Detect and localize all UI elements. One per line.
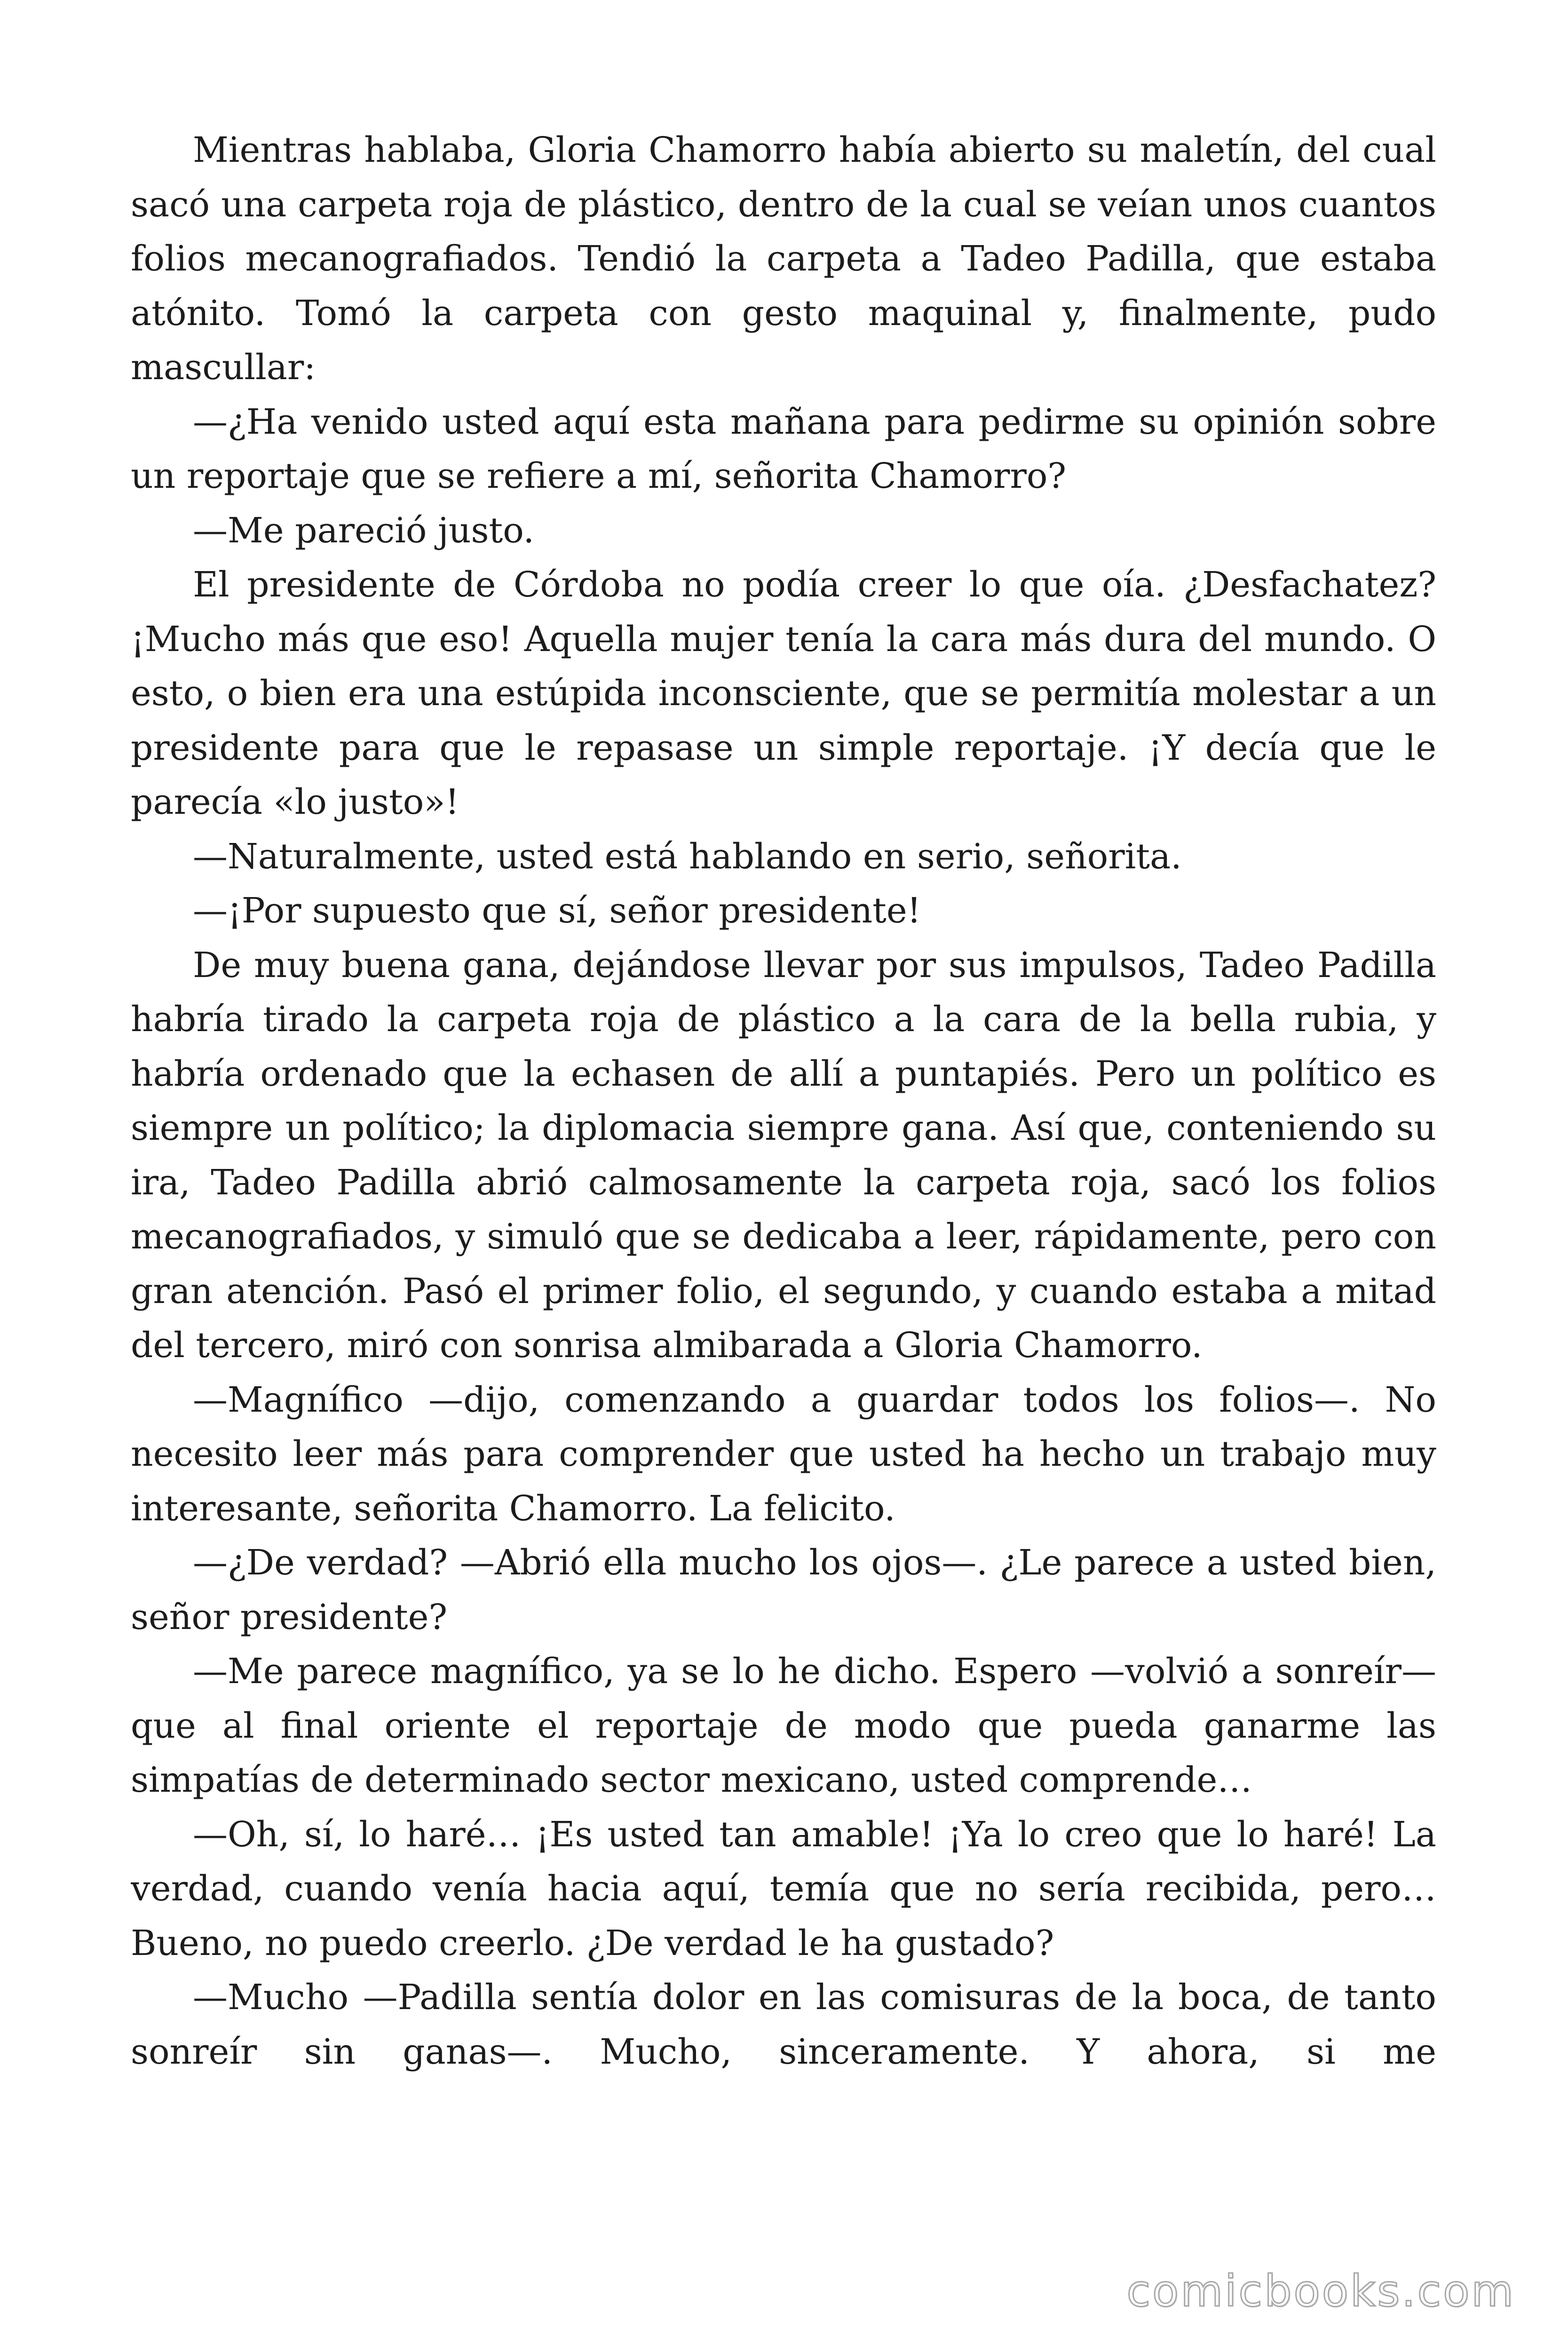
paragraph-4: El presidente de Córdoba no podía creer lo que oía. ¿Desfachatez? ¡Mucho más que eso! Aquella mujer tenía la cara más dura del mundo. O esto, o bien era una estúpida inconsciente, que se permitía molestar a un presidente para que le repasase un simple reportaje. ¡Y decía que le parecía «lo justo»! — [131, 564, 1436, 822]
paragraph-9: —¿De verdad? —Abrió ella mucho los ojos—. ¿Le parece a usted bien, señor presidente? — [131, 1542, 1436, 1637]
watermark-logo: comicbooks.com — [1126, 2266, 1515, 2316]
paragraph-2: —¿Ha venido usted aquí esta mañana para pedirme su opinión sobre un reportaje que se refiere a mí, señorita Chamorro? — [131, 401, 1436, 496]
paragraph-7: De muy buena gana, dejándose llevar por sus impulsos, Tadeo Padilla habría tirado la carpeta roja de plástico a la cara de la bella rubia, y habría ordenado que la echasen de allí a puntapiés. Pero un político es siempre un político; la diplomacia siempre gana. Así que, conteniendo su ira, Tadeo Padilla abrió calmosamente la carpeta roja, sacó los folios mecanografiados, y simuló que se dedicaba a leer, rápidamente, pero con gran atención. Pasó el primer folio, el segundo, y cuando estaba a mitad del tercero, miró con sonrisa almibarada a Gloria Chamorro. — [131, 945, 1436, 1366]
paragraph-8: —Magnífico —dijo, comenzando a guardar todos los folios—. No necesito leer más para comprender que usted ha hecho un trabajo muy interesante, señorita Chamorro. La felicito. — [131, 1379, 1436, 1529]
paragraph-10: —Me parece magnífico, ya se lo he dicho. Espero —volvió a sonreír— que al final oriente el reportaje de modo que pueda ganarme las simpatías de determinado sector mexicano, usted comprende… — [131, 1651, 1436, 1800]
paragraph-6: —¡Por supuesto que sí, señor presidente! — [193, 890, 921, 931]
paragraph-11: —Oh, sí, lo haré… ¡Es usted tan amable! ¡Ya lo creo que lo haré! La verdad, cuando venía hacia aquí, temía que no sería recibida, pero… Bueno, no puedo creerlo. ¿De verdad le ha gustado? — [131, 1814, 1436, 1963]
book-page-text — [131, 123, 1436, 2249]
paragraph-5: —Naturalmente, usted está hablando en serio, señorita. — [193, 836, 1182, 877]
paragraph-1: Mientras hablaba, Gloria Chamorro había abierto su maletín, del cual sacó una carpeta roja de plástico, dentro de la cual se veían unos cuantos folios mecanografiados. Tendió la carpeta a Tadeo Padilla, que estaba atónito. Tomó la carpeta con gesto maquinal y, finalmente, pudo mascullar: — [131, 130, 1436, 388]
paragraph-3: —Me pareció justo. — [193, 510, 535, 551]
paragraph-12: —Mucho —Padilla sentía dolor en las comisuras de la boca, de tanto sonreír sin ganas—. Mucho, sinceramente. Y ahora, si me — [131, 1977, 1436, 2072]
